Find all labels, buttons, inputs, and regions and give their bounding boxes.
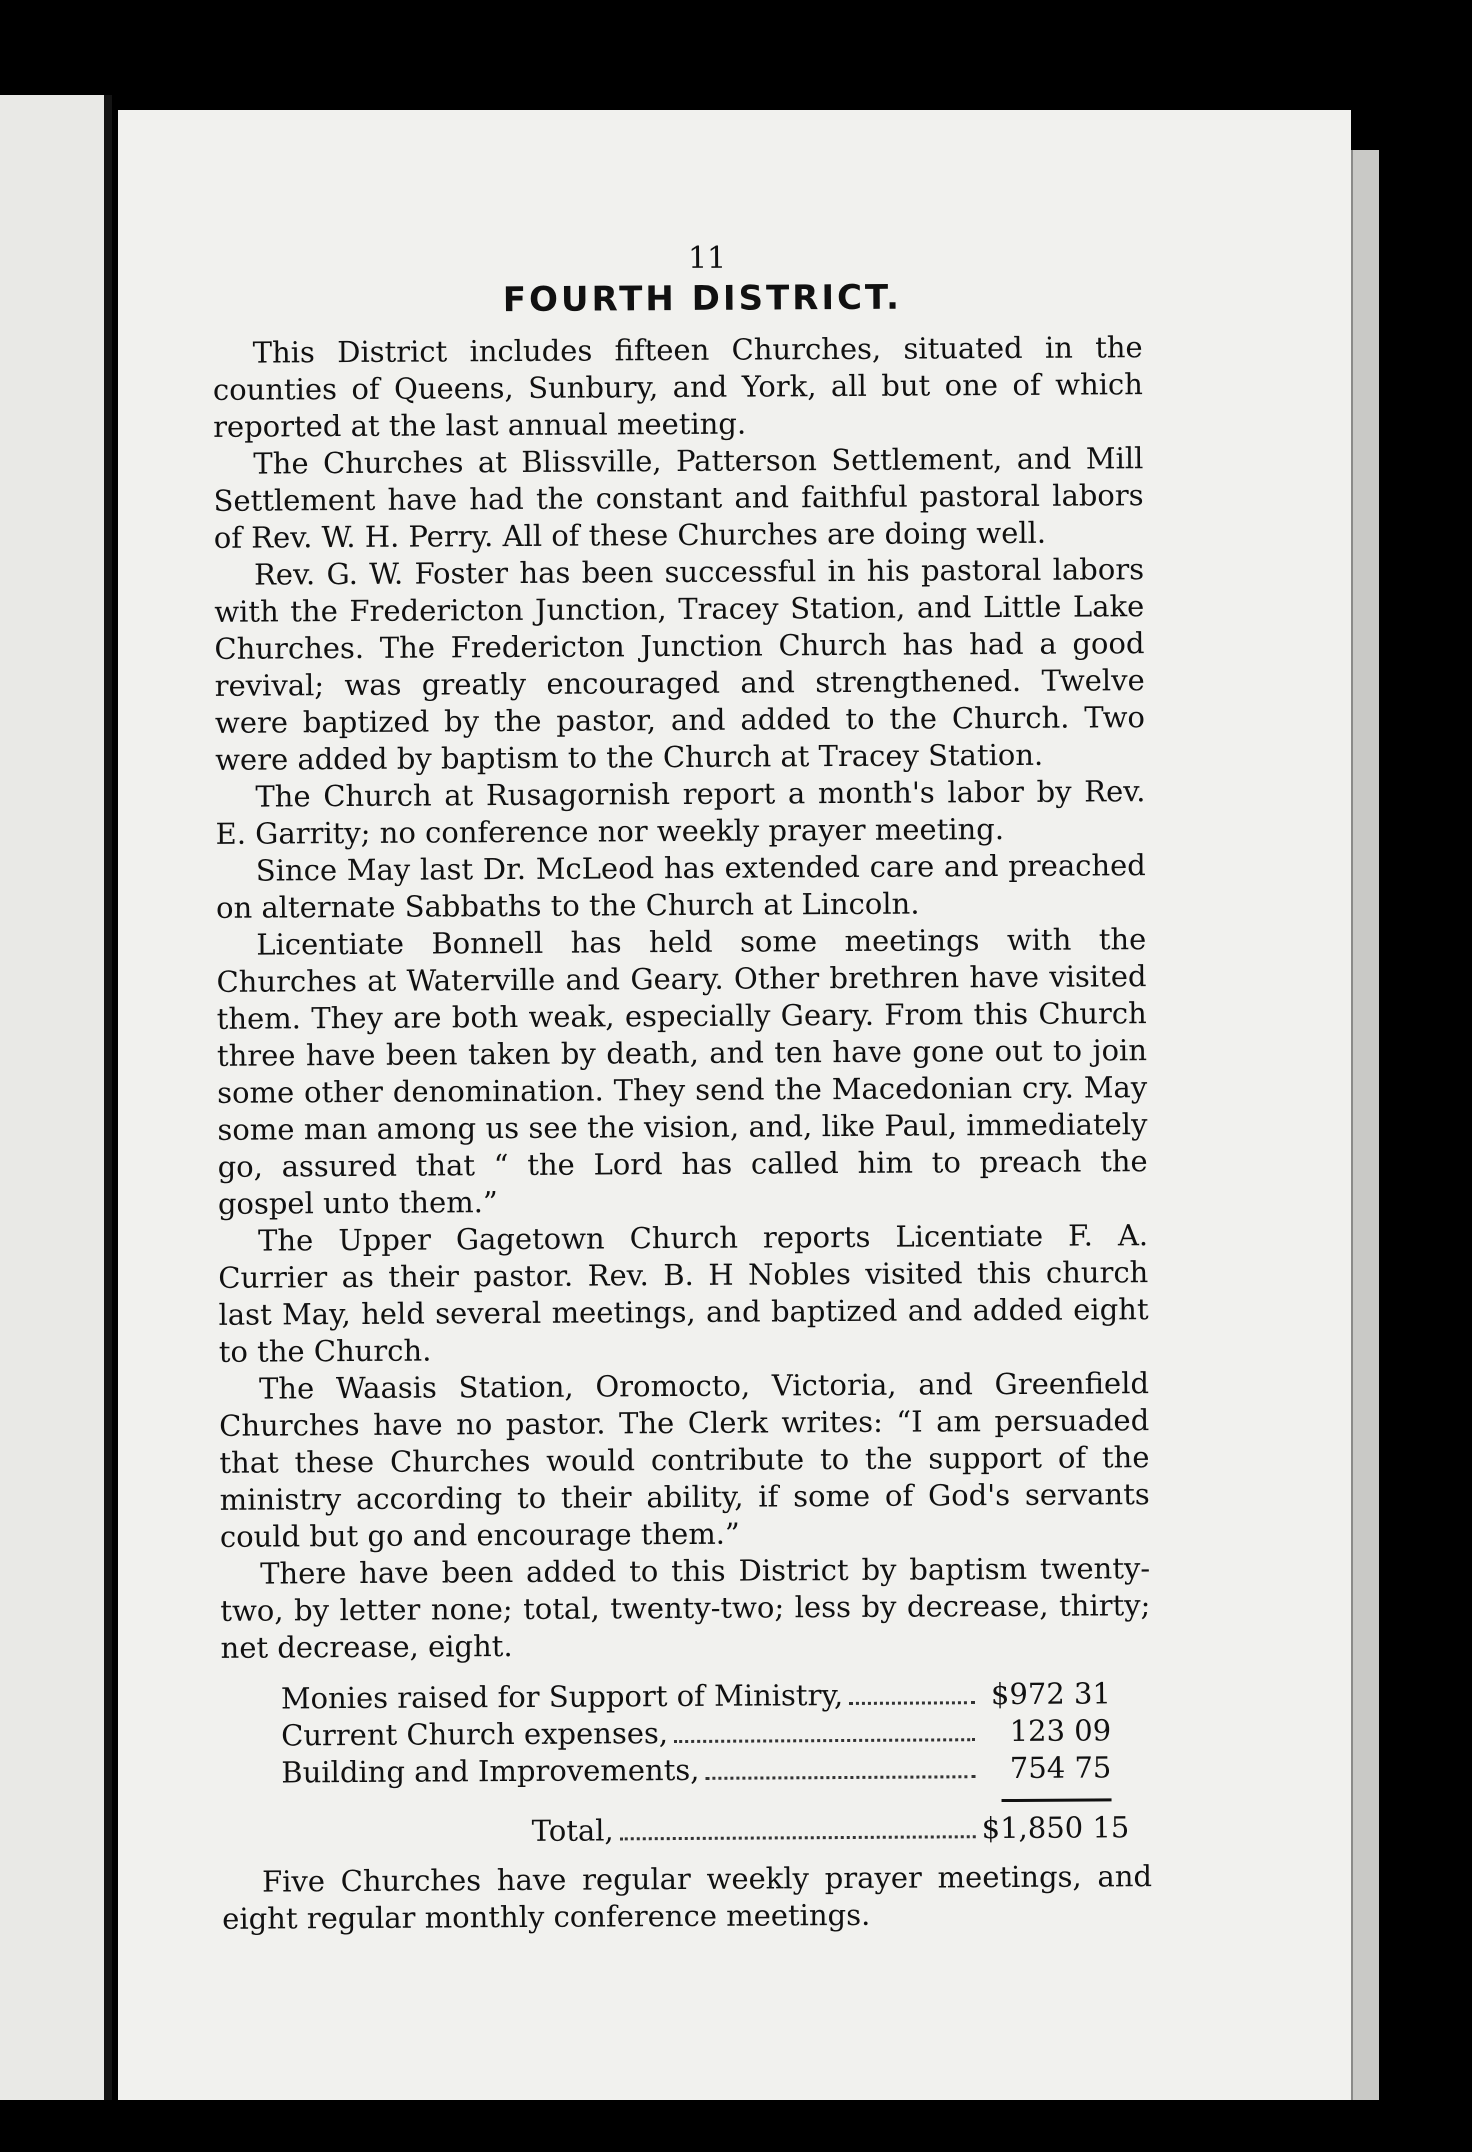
- finance-row: [281, 1675, 1111, 1717]
- finance-total-row: [282, 1809, 1130, 1851]
- paragraph-gagetown: The Upper Gagetown Church reports Licentiate F. A. Currier as their pastor. Rev. B. H Nobles visited this church last May, held several meetings, and baptized and added eight to the Church.: [218, 1218, 1149, 1369]
- paragraph-blissville: The Churches at Blissville, Patterson Settlement, and Mill Settlement have had the constant and faithful pastoral labors of Rev. W. H. Perry. All of these Churches are doing well.: [213, 441, 1144, 555]
- paragraph-lincoln: Since May last Dr. McLeod has extended care and preached on alternate Sabbaths to the Church at Lincoln.: [215, 848, 1146, 925]
- page-content: [212, 237, 1152, 1938]
- total-label: Total,: [531, 1813, 614, 1848]
- leader-dots: [705, 1775, 975, 1780]
- finance-amount: 123 09: [1009, 1713, 1112, 1748]
- page-number: 11: [687, 240, 727, 276]
- leader-dots: [674, 1738, 975, 1743]
- paragraph-statistics: There have been added to this District by baptism twenty-two, by letter none; total, twenty-two; less by decrease, thirty; net decrease, eight.: [220, 1551, 1151, 1665]
- paragraph-foster: Rev. G. W. Foster has been successful in his pastoral labors with the Fredericton Junction, Tracey Station, and Little Lake Churches. The Fredericton Junction Church has had a good revival; was greatly encouraged and strengthened. Twelve were baptized by the pastor, and added to the Church. Two were added by baptism to the Church at Tracey Station.: [214, 552, 1146, 777]
- finance-table: [221, 1675, 1130, 1851]
- leader-dots: [620, 1835, 976, 1840]
- book-gutter: [104, 95, 112, 2100]
- sum-rule: [1002, 1798, 1112, 1802]
- page-stack-edge: [1351, 150, 1379, 2100]
- leader-dots: [849, 1701, 975, 1705]
- finance-label: Monies raised for Support of Ministry,: [280, 1678, 844, 1716]
- district-heading: FOURTH DISTRICT.: [502, 277, 903, 321]
- paragraph-bonnell: Licentiate Bonnell has held some meetings with the Churches at Waterville and Geary. Other brethren have visited them. They are both weak, especially Geary. From this Church three have been taken by death, and ten have gone out to join some other denomination. They send the Macedonian cry. May some man among us see the vision, and, like Paul, immediately go, assured that “ the Lord has called him to preach the gospel unto them.”: [216, 922, 1148, 1221]
- finance-amount: $972 31: [990, 1676, 1111, 1712]
- paragraph-closing: Five Churches have regular weekly prayer meetings, and eight regular monthly conference meetings.: [222, 1859, 1153, 1936]
- finance-label: Building and Improvements,: [281, 1752, 700, 1790]
- left-page-edge: [0, 95, 112, 2100]
- finance-row: [281, 1712, 1111, 1754]
- finance-amount: 754 75: [1009, 1750, 1112, 1785]
- total-amount: $1,850 15: [981, 1810, 1130, 1846]
- paragraph-overview: This District includes fifteen Churches, situated in the counties of Queens, Sunbury, and York, all but one of which reported at the last annual meeting.: [212, 330, 1143, 444]
- finance-label: Current Church expenses,: [281, 1716, 669, 1753]
- paragraph-waasis: The Waasis Station, Oromocto, Victoria, and Greenfield Churches have no pastor. The Clerk writes: “I am persuaded that these Churches would contribute to the support of the ministry according to their ability, if some of God's servants could but go and encourage them.”: [219, 1366, 1150, 1554]
- paragraph-rusagornish: The Church at Rusagornish report a month's labor by Rev. E. Garrity; no conference nor weekly prayer meeting.: [215, 774, 1146, 851]
- finance-row: [281, 1749, 1111, 1791]
